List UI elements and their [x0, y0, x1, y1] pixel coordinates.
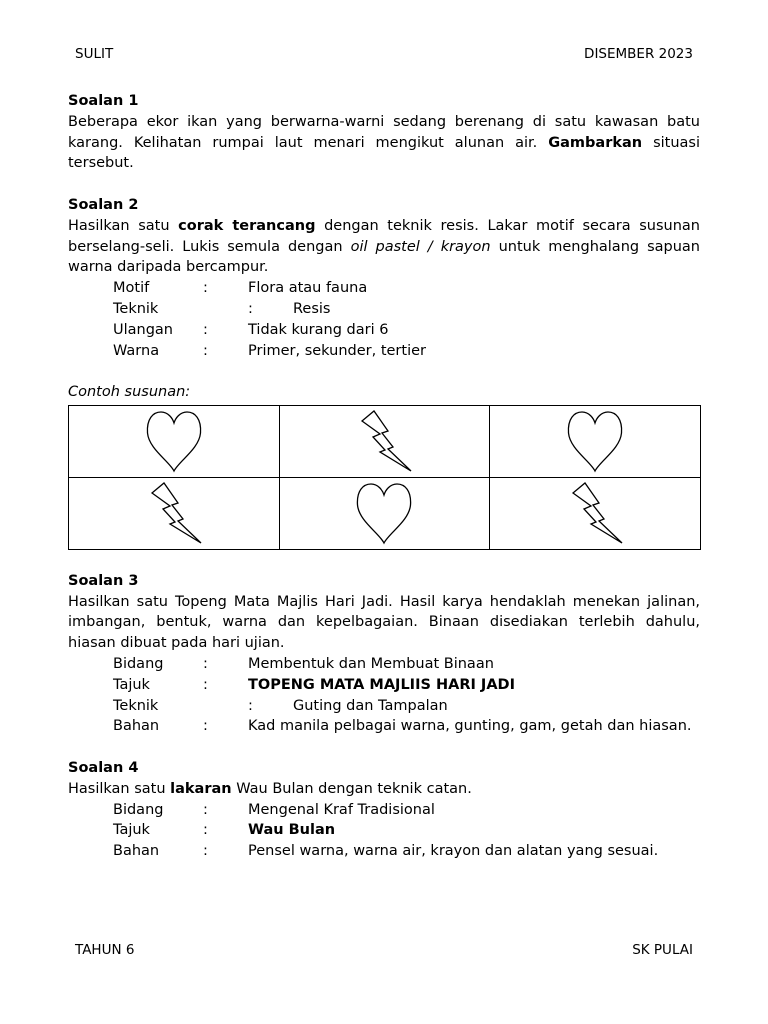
lightning-icon	[567, 481, 623, 545]
q1-text-c: situasi tersebut.	[68, 134, 700, 172]
q3-row-teknik	[68, 696, 700, 717]
row-colon: :	[203, 843, 208, 860]
q2-row-motif	[68, 278, 700, 299]
q2-title: Soalan 2	[68, 196, 139, 213]
row-label: Bahan	[113, 843, 160, 860]
row-colon: :	[248, 697, 253, 714]
q2-t1: Hasilkan satu	[68, 217, 179, 234]
q1-text-a: Beberapa ekor ikan yang berwarna-warni sedang berenang di satu kawasan batu karang. Kelihatan rumpai laut menari mengikut alunan air.	[68, 113, 700, 151]
lightning-icon	[146, 481, 202, 545]
row-label: Teknik	[113, 697, 159, 714]
q2-t4: oil pastel / krayon	[350, 238, 491, 255]
q1-text-b: Gambarkan	[548, 134, 643, 151]
row-label: Tajuk	[113, 676, 150, 693]
row-label: Tajuk	[113, 822, 150, 839]
footer-right: SK PULAI	[632, 942, 693, 958]
q3-text: Hasilkan satu Topeng Mata Majlis Hari Jadi. Hasil karya hendaklah menekan jalinan, imbangan, bentuk, warna dan kepelbagaian. Binaan disediakan terlebih dahulu, hiasan dibuat pada hari ujian.	[68, 593, 700, 652]
grid-cell	[69, 405, 280, 477]
q4-row-tajuk	[68, 820, 700, 841]
q4-t2: lakaran	[170, 780, 232, 797]
row-colon: :	[203, 321, 208, 338]
heart-icon	[566, 409, 624, 473]
row-colon: :	[203, 342, 208, 359]
row-colon: :	[203, 718, 208, 735]
row-label: Ulangan	[113, 321, 173, 338]
row-colon: :	[203, 801, 208, 818]
q2-t3: dengan teknik resis. Lakar motif secara susunan berselang-seli. Lukis semula dengan	[68, 217, 700, 255]
pattern-grid	[68, 405, 701, 550]
q4-row-bidang	[68, 800, 700, 821]
row-value: Wau Bulan	[248, 822, 336, 839]
q3-row-bidang	[68, 654, 700, 675]
q4-t1: Hasilkan satu	[68, 780, 171, 797]
row-label: Bidang	[113, 655, 164, 672]
row-colon: :	[203, 822, 208, 839]
row-value: Mengenal Kraf Tradisional	[248, 801, 435, 818]
grid-cell	[490, 477, 701, 549]
grid-row	[69, 477, 701, 549]
footer-left: TAHUN 6	[75, 942, 135, 958]
row-label: Teknik	[113, 300, 159, 317]
q4-t3: Wau Bulan dengan teknik catan.	[231, 780, 472, 797]
row-value: Flora atau fauna	[248, 280, 368, 297]
grid-cell	[279, 405, 490, 477]
row-value: Membentuk dan Membuat Binaan	[248, 655, 494, 672]
q1-title: Soalan 1	[68, 93, 139, 109]
row-label: Bahan	[113, 718, 160, 735]
row-value: Primer, sekunder, tertier	[248, 342, 426, 359]
q1-text	[68, 112, 700, 174]
row-value: Kad manila pelbagai warna, gunting, gam, getah dan hiasan.	[248, 718, 692, 735]
lightning-icon	[356, 409, 412, 473]
q3-title: Soalan 3	[68, 572, 139, 589]
q2-t2: corak terancang	[178, 217, 316, 234]
grid-cell	[279, 477, 490, 549]
q2-row-ulangan	[68, 320, 700, 341]
row-label: Bidang	[113, 801, 164, 818]
row-value: Resis	[293, 300, 331, 317]
header-right: DISEMBER 2023	[584, 46, 693, 62]
heart-icon	[355, 481, 413, 545]
q2-row-teknik	[68, 299, 700, 320]
row-value: TOPENG MATA MAJLIIS HARI JADI	[248, 676, 515, 693]
grid-cell	[490, 405, 701, 477]
q3-row-tajuk	[68, 675, 700, 696]
row-value: Guting dan Tampalan	[293, 697, 448, 714]
q2-row-warna	[68, 341, 700, 362]
row-colon: :	[203, 655, 208, 672]
row-label: Motif	[113, 280, 150, 297]
heart-icon	[145, 409, 203, 473]
q2-text	[68, 216, 700, 278]
row-colon: :	[203, 676, 208, 693]
row-label: Warna	[113, 342, 160, 359]
row-colon: :	[248, 300, 253, 317]
row-value: Pensel warna, warna air, krayon dan alatan yang sesuai.	[248, 843, 659, 860]
q4-title: Soalan 4	[68, 759, 139, 776]
example-label: Contoh susunan:	[68, 384, 191, 401]
q3-row-bahan	[68, 716, 700, 737]
q4-text	[68, 779, 700, 800]
grid-cell	[69, 477, 280, 549]
row-value: Tidak kurang dari 6	[248, 321, 389, 338]
header-left: SULIT	[75, 46, 114, 62]
grid-row	[69, 405, 701, 477]
q4-row-bahan	[68, 841, 700, 862]
row-colon: :	[203, 280, 208, 297]
document-body	[68, 91, 700, 862]
q2-t5: untuk menghalang sapuan warna daripada bercampur.	[68, 238, 701, 276]
